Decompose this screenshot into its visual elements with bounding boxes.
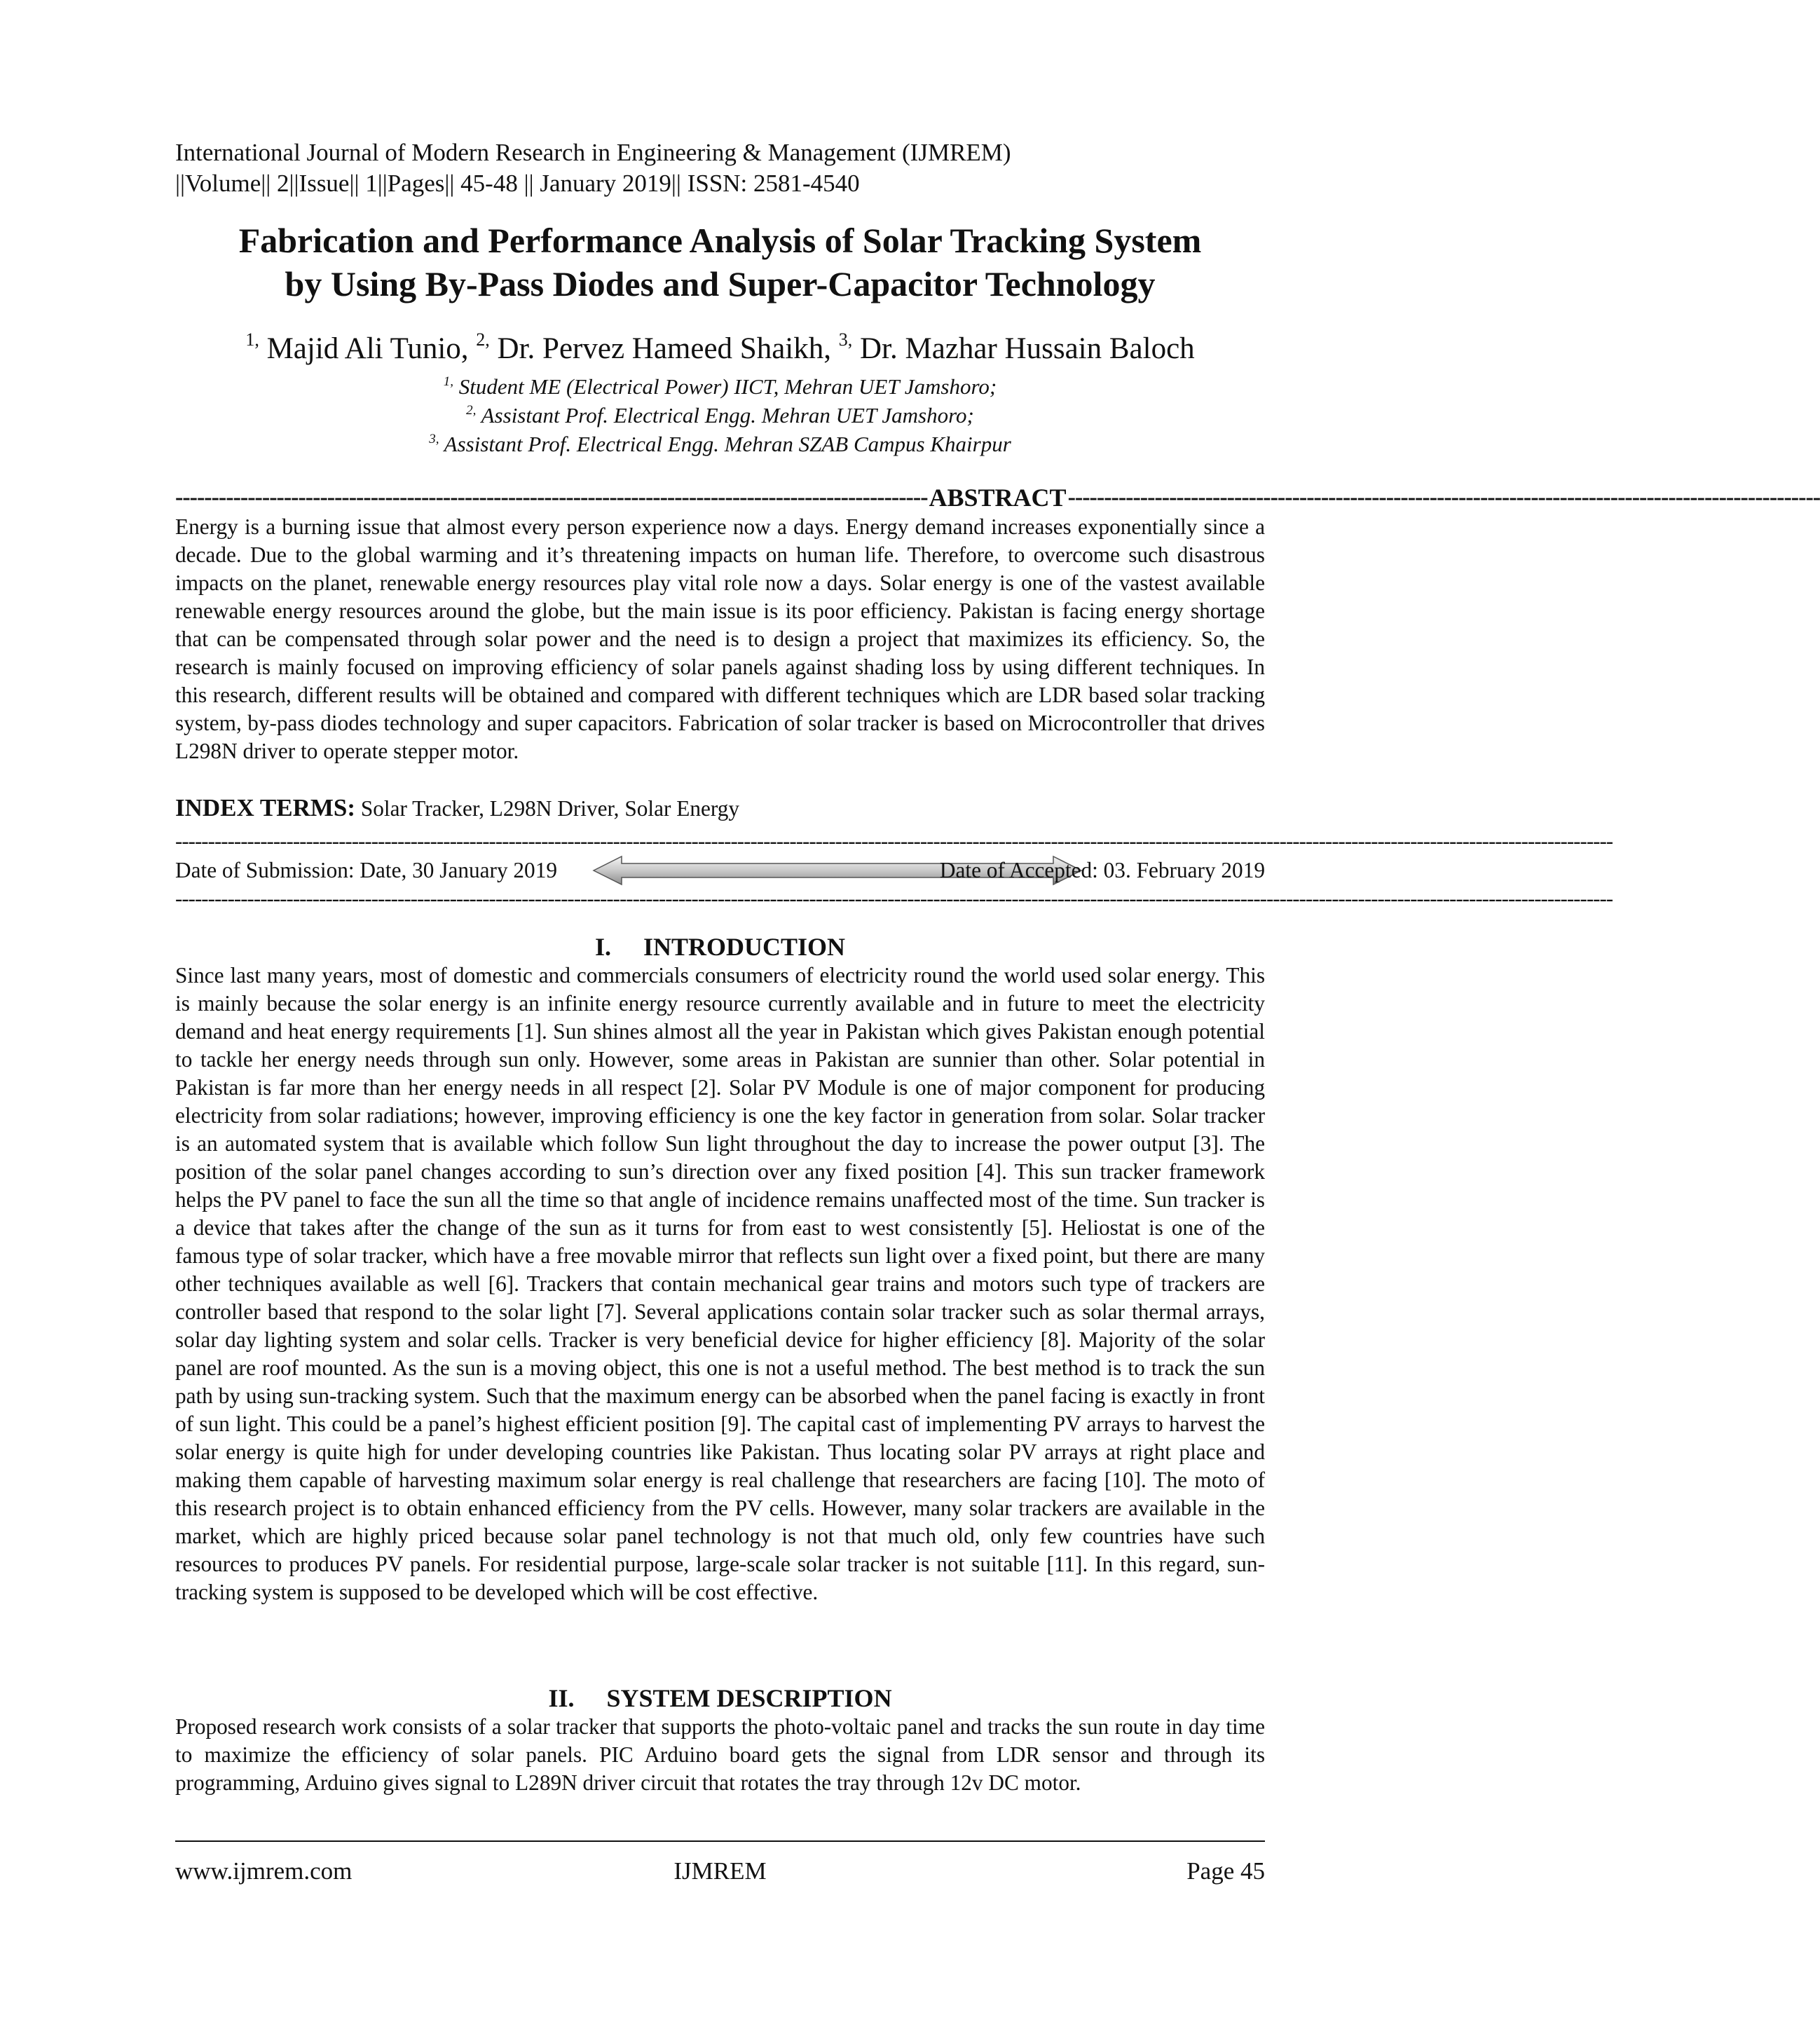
author-1-name: Majid Ali Tunio, — [266, 332, 469, 365]
abstract-label: ABSTRACT — [929, 484, 1067, 512]
author-list — [175, 329, 1265, 369]
section-1-title: INTRODUCTION — [643, 933, 846, 961]
affiliation-2-marker: 2, — [466, 403, 477, 418]
affiliation-1-text: Student ME (Electrical Power) IICT, Mehran UET Jamshoro; — [458, 374, 997, 399]
affiliation-2-text: Assistant Prof. Electrical Engg. Mehran UET Jamshoro; — [481, 403, 974, 428]
footer-website: www.ijmrem.com — [175, 1857, 353, 1885]
abstract-heading — [175, 482, 1820, 513]
affiliation-3-marker: 3, — [429, 432, 439, 446]
author-1-marker: 1, — [245, 329, 259, 350]
submission-dates — [175, 854, 1265, 887]
page-footer — [175, 1856, 1265, 1887]
author-3-marker: 3, — [838, 329, 853, 350]
affiliation-3 — [175, 430, 1265, 458]
date-of-acceptance: Date of Accepted: 03. February 2019 — [939, 858, 1265, 882]
journal-header — [175, 137, 1265, 199]
index-terms-text: Solar Tracker, L298N Driver, Solar Energy — [360, 796, 740, 821]
section-1-number: I. — [594, 933, 611, 961]
footer-rule — [175, 1840, 1265, 1842]
affiliation-1 — [175, 373, 1265, 400]
author-3-name: Dr. Mazhar Hussain Baloch — [860, 332, 1195, 365]
section-2-title: SYSTEM DESCRIPTION — [606, 1684, 892, 1712]
abstract-rule-left: -------------------------------------------------------------------------------------------------------- — [175, 484, 928, 510]
index-terms-label: INDEX TERMS: — [175, 794, 356, 821]
title-line-1: Fabrication and Performance Analysis of Solar Tracking System — [238, 221, 1202, 260]
journal-issue-info: ||Volume|| 2||Issue|| 1||Pages|| 45-48 || January 2019|| ISSN: 2581-4540 — [175, 170, 860, 197]
author-2-name: Dr. Pervez Hameed Shaikh, — [497, 332, 831, 365]
section-1-heading — [175, 932, 1265, 962]
footer-journal: IJMREM — [673, 1857, 767, 1885]
paper-title — [175, 219, 1265, 306]
section-1-text: Since last many years, most of domestic and commercials consumers of electricity round the world used solar energy. This is mainly because the solar energy is an infinite energy resource currently available and in future to meet the electricity demand and heat energy requirements [1]. Sun shines almost all the year in Pakistan which gives Pakistan enough potential to tackle her energy needs through sun only. However, some areas in Pakistan are sunnier than other. Solar potential in Pakistan is far more than her energy needs in all respect [2]. Solar PV Module is one of major component for producing electricity from solar radiations; however, improving efficiency is one the key factor in generation from solar. Solar tracker is an automated system that is available which follow Sun light throughout the day to increase the power output [3]. The position of the solar panel changes according to sun’s direction over any fixed position [4]. This sun tracker framework helps the PV panel to face the sun all the time so that angle of incidence remains unaffected most of the time. Sun tracker is a device that takes after the change of the sun as it turns for from east to west consistently [5]. Heliostat is one of the famous type of solar tracker, which have a free movable mirror that reflects sun light over a fixed point, but there are many other techniques available as well [6]. Trackers that contain mechanical gear trains and motors such type of trackers are controller based that respond to the solar light [7]. Several applications contain solar tracker such as solar thermal arrays, solar day lighting system and solar cells. Tracker is very beneficial device for higher efficiency [8]. Majority of the solar panel are roof mounted. As the sun is a moving object, this one is not a useful method. The best method is to track the sun path by using sun-tracking system. Such that the maximum energy can be absorbed when the panel facing is exactly in front of sun light. This could be a panel’s highest efficient position [9]. The capital cast of implementing PV arrays to harvest the solar energy is quite high for under developing countries like Pakistan. Thus locating solar PV arrays at right place and making them capable of harvesting maximum solar energy is real challenge that researchers are facing [10]. The moto of this research project is to obtain enhanced efficiency from the PV cells. However, many solar trackers are available in the market, which are highly priced because solar panel technology is not that much old, only few countries have such resources to produces PV panels. For residential purpose, large-scale solar tracker is not suitable [11]. In this regard, sun-tracking system is supposed to be developed which will be cost effective. — [175, 963, 1265, 1604]
affiliation-3-text: Assistant Prof. Electrical Engg. Mehran SZAB Campus Khairpur — [444, 432, 1011, 456]
index-terms — [175, 793, 1265, 824]
section-2-number: II. — [548, 1684, 575, 1712]
affiliation-2 — [175, 402, 1265, 429]
section-2-heading — [175, 1683, 1265, 1713]
journal-name: International Journal of Modern Research in Engineering & Management (IJMREM) — [175, 139, 1011, 166]
author-2-marker: 2, — [476, 329, 490, 350]
footer-page-number: Page 45 — [1186, 1857, 1265, 1885]
dates-rule-top: ---------------------------------------------------------------------------------------------------------------------------------------------------------------------------------------------------------------------------- — [175, 828, 1613, 853]
title-line-2: by Using By-Pass Diodes and Super-Capacitor Technology — [285, 264, 1156, 303]
dates-rule-bottom: ---------------------------------------------------------------------------------------------------------------------------------------------------------------------------------------------------------------------------- — [175, 886, 1613, 910]
date-of-submission: Date of Submission: Date, 30 January 2019 — [175, 858, 558, 882]
abstract-text: Energy is a burning issue that almost every person experience now a days. Energy demand increases exponentially since a decade. Due to the global warming and it’s threatening impacts on human life. Therefore, to overcome such disastrous impacts on the planet, renewable energy resources play vital role now a days. Solar energy is one of the vastest available renewable energy resources around the globe, but the main issue is its poor efficiency. Pakistan is facing energy shortage that can be compensated through solar power and the need is to design a project that maximizes its efficiency. So, the research is mainly focused on improving efficiency of solar panels against shading loss by using different techniques. In this research, different results will be obtained and compared with different techniques which are LDR based solar tracking system, by-pass diodes technology and super capacitors. Fabrication of solar tracker is based on Microcontroller that drives L298N driver to operate stepper motor. — [175, 514, 1265, 763]
affiliation-1-marker: 1, — [443, 374, 454, 389]
section-2-text: Proposed research work consists of a solar tracker that supports the photo-voltaic panel and tracks the sun route in day time to maximize the efficiency of solar panels. PIC Arduino board gets the signal from LDR sensor and through its programming, Arduino gives signal to L289N driver circuit that rotates the tray through 12v DC motor. — [175, 1714, 1265, 1795]
abstract-rule-right: -------------------------------------------------------------------------------------------------------- — [1067, 484, 1820, 510]
